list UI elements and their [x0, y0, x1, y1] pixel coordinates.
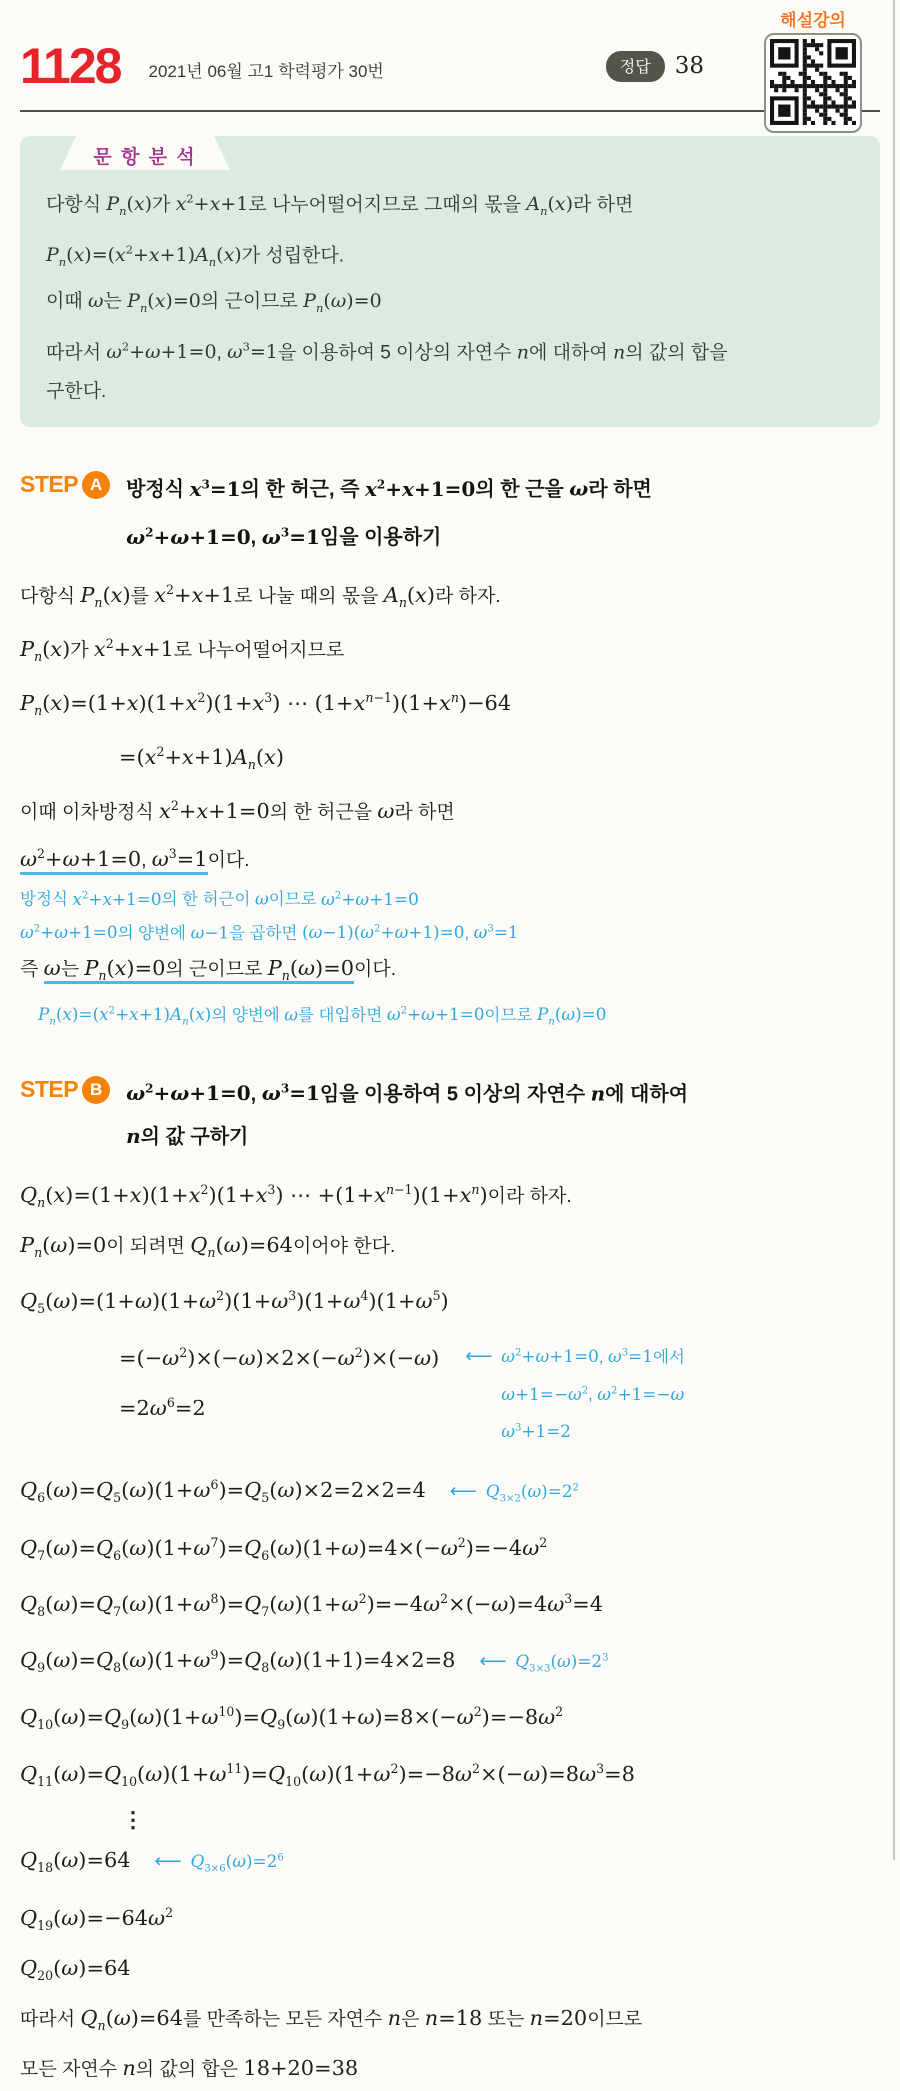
text-line: 모든 자연수 n의 값의 합은 18+20=38	[20, 2056, 359, 2081]
side-annotation: ⟵ $Q_{3\times 3}(\omega)=2^3$	[479, 1653, 608, 1671]
text-line: $Q_{18}(\omega)=64$ ⟵ $Q_{3\times 6}(\omega)=2^6$	[20, 1837, 880, 1891]
text-line: $Q_5(\omega)=(1+\omega)(1+\omega^2)(1+\omega^3)(1+\omega^4)(1+\omega^5)$	[20, 1288, 449, 1317]
problem-number: 1128	[20, 38, 121, 94]
text-line: $P_n(x)=(1+x)(1+x^2)(1+x^3)$ ⋯ $(1+x^{n-1})(1+x^n)-64$	[20, 689, 512, 719]
text-line: 이때 이차방정식 $x^2+x+1=0$의 한 허근을 ω라 하면	[20, 798, 455, 824]
text-line: $Q_7(\omega)=Q_6(\omega)(1+\omega^7)=Q_6(\omega)(1+\omega)=4\times(-\omega^2)=-4\omega^2$	[20, 1534, 548, 1563]
annotation-line: $\omega+1=-\omega^2$, $\omega^2+1=-\omega$	[501, 1383, 685, 1404]
step-label: STEP	[20, 471, 79, 498]
text-line: 방정식 $x^3=1$의 한 허근, 즉 $x^2+x+1=0$의 한 근을 ω라 하면	[126, 477, 652, 502]
q5-block	[20, 1275, 880, 1450]
side-annotation: ⟵ $Q_{3\times 2}(\omega)=2^2$	[450, 1483, 579, 1501]
text-line: $\omega^2+\omega+1=0$, $\omega^3=1$임을 이용하기	[126, 524, 442, 549]
page-edge-line	[893, 0, 895, 1860]
step-label: STEP	[20, 1075, 79, 1102]
text-line: 따라서 $\omega^2+\omega+1=0$, $\omega^3=1$을 이용하여 5 이상의 자연수 n에 대하여 n의 값의 합을	[46, 340, 728, 364]
answer-badge: 정답	[606, 51, 665, 82]
side-annotation: ⟵ $Q_{3\times 6}(\omega)=2^6$	[155, 1853, 284, 1871]
text-line: 따라서 $Q_n(\omega)=64$를 만족하는 모든 자연수 n은 n=18 또는 n=20이므로	[20, 2005, 643, 2034]
text-line: $Q_n(x)=(1+x)(1+x^2)(1+x^3)$ ⋯ $+(1+x^{n-1})(1+x^n)$이라 하자.	[20, 1182, 572, 1211]
text-line: $=(x^2+x+1)A_n(x)$	[119, 744, 284, 773]
step-a-header	[20, 463, 880, 558]
text-line: $P_n(\omega)=0$이 되려면 $Q_n(\omega)=64$이어야 한다.	[20, 1233, 396, 1261]
step-b-intro	[20, 1168, 880, 1274]
text-line: $=2\omega^6=2$	[119, 1394, 206, 1420]
text-line: n의 값 구하기	[126, 1124, 249, 1149]
text-line: $=(-\omega^2)\times(-\omega)\times 2\times(-\omega^2)\times(-\omega)$	[119, 1344, 440, 1370]
problem-source: 2021년 06월 고1 학력평가 30번	[148, 61, 384, 81]
annotation-line: $P_n(x)=(x^2+x+1)A_n(x)$의 양변에 ω를 대입하면 $\omega^2+\omega+1=0$이므로 $P_n(\omega)=0$	[38, 1004, 607, 1028]
step-b-header	[20, 1068, 880, 1159]
lecture-qr-group	[754, 6, 872, 133]
annotation-line: $\omega^3+1=2$	[501, 1421, 571, 1442]
text-line: ⋮	[122, 1806, 144, 1832]
analysis-title: 문 항 분 석	[93, 147, 197, 168]
text-line: 구한다.	[46, 381, 107, 403]
step-a-badge: A	[82, 471, 110, 499]
step-b-lines	[20, 1463, 880, 2091]
step-b-badge: B	[82, 1076, 110, 1104]
text-line: $\omega^2+\omega+1=0$, $\omega^3=1$임을 이용하여 5 이상의 자연수 n에 대하여	[126, 1081, 689, 1106]
step-a-title	[126, 463, 652, 558]
step-a	[20, 463, 880, 1037]
text-line: $P_n(x)$가 $x^2+x+1$로 나누어떨어지므로	[20, 635, 345, 664]
text-line: $Q_{19}(\omega)=-64\omega^2$	[20, 1904, 174, 1933]
text-line: $\omega^2+\omega+1=0$, $\omega^3=1$이다.	[20, 833, 880, 881]
annotation-line: $\omega^2+\omega+1=0$의 양변에 ω−1을 곱하면 $(\omega-1)(\omega^2+\omega+1)=0$, $\omega^3=1$	[20, 922, 519, 943]
analysis-lines	[46, 180, 856, 411]
header	[20, 11, 880, 98]
text-line: 다항식 $P_n(x)$를 $x^2+x+1$로 나눌 때의 몫을 $A_n(x)$라 하자.	[20, 581, 501, 610]
left-arrow-icon: ⟵	[449, 1481, 478, 1503]
qr-code-icon	[764, 33, 862, 133]
step-b	[20, 1068, 880, 2091]
text-line: $Q_9(\omega)=Q_8(\omega)(1+\omega^9)=Q_8(\omega)(1+1)=4\times 2=8$ ⟵ $Q_{3\times 3}(\omega)=2^3$	[20, 1633, 880, 1690]
text-line: 즉 ω는 $P_n(x)=0$의 근이므로 $P_n(\omega)=0$이다.	[20, 956, 396, 984]
left-arrow-icon: ⟵	[154, 1851, 182, 1873]
text-line: $P_n(x)=(x^2+x+1)A_n(x)$가 성립한다.	[46, 243, 345, 270]
text-line: $Q_{20}(\omega)=64$	[20, 1955, 131, 1983]
header-divider	[20, 110, 880, 112]
lecture-label: 해설강의	[780, 11, 846, 30]
annotation-line: ⟵ $\omega^2+\omega+1=0$, $\omega^3=1$에서	[465, 1337, 685, 1375]
text-line: 이때 ω는 $P_n(x)=0$의 근이므로 $P_n(\omega)=0$	[46, 290, 382, 316]
left-arrow-icon: ⟵	[479, 1651, 507, 1673]
text-line: $Q_6(\omega)=Q_5(\omega)(1+\omega^6)=Q_5(\omega)\times 2=2\times 2=4$ ⟵ $Q_{3\times 2}(\omega)=2^2$	[20, 1463, 880, 1520]
step-b-title	[126, 1068, 688, 1159]
side-annotation-group	[465, 1331, 685, 1450]
text-line: $Q_8(\omega)=Q_7(\omega)(1+\omega^8)=Q_7(\omega)(1+\omega^2)=-4\omega^2\times(-\omega)=4\omega^3=4$	[20, 1590, 604, 1620]
text-line: 다항식 $P_n(x)$가 $x^2+x+1$로 나누어떨어지므로 그때의 몫을 $A_n(x)$라 하면	[46, 192, 634, 219]
q5-equations	[20, 1331, 439, 1431]
left-arrow-icon: ⟵	[465, 1346, 493, 1368]
step-a-body	[20, 569, 880, 1038]
annotation-line: 방정식 $x^2+x+1=0$의 한 허근이 ω이므로 $\omega^2+\omega+1=0$	[20, 888, 419, 909]
answer-value: 38	[674, 53, 704, 79]
text-line: $Q_{10}(\omega)=Q_9(\omega)(1+\omega^{10})=Q_9(\omega)(1+\omega)=8\times(-\omega^2)=-8\omega^2$	[20, 1704, 564, 1733]
analysis-box	[20, 136, 880, 427]
text-line: $Q_{11}(\omega)=Q_{10}(\omega)(1+\omega^{11})=Q_{10}(\omega)(1+\omega^2)=-8\omega^2\times(-\omega)=8\omega^3=8$	[20, 1760, 635, 1789]
q5-derivation	[20, 1331, 880, 1450]
answer-group	[606, 51, 704, 82]
